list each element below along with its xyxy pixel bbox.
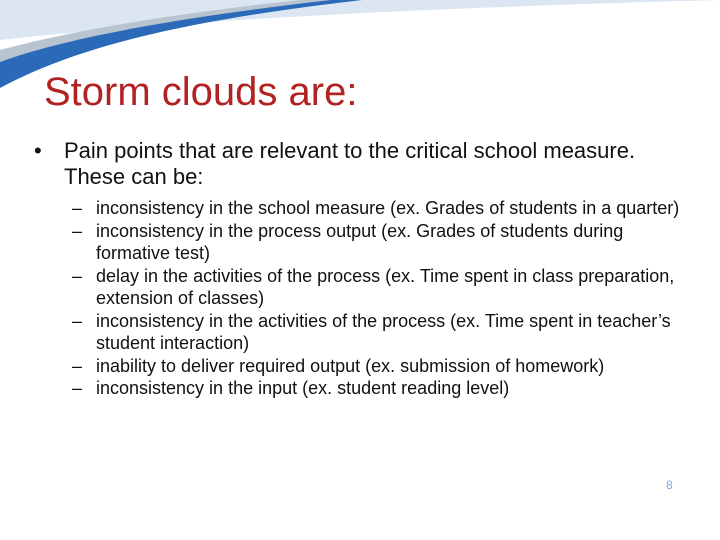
- sub-bullet-item: [72, 265, 692, 310]
- sub-bullet-marker: –: [72, 265, 83, 286]
- sub-bullet-text: inconsistency in the school measure (ex. Grades of students in a quarter): [96, 198, 680, 218]
- sub-bullet-text: inconsistency in the activities of the process (ex. Time spent in teacher’s student interaction): [96, 310, 671, 353]
- sub-bullet-item: [72, 377, 692, 400]
- sub-bullet-marker: –: [72, 310, 83, 331]
- sub-bullet-text: inability to deliver required output (ex. submission of homework): [96, 355, 605, 376]
- sub-bullet-marker: –: [72, 198, 83, 218]
- sub-bullet-text: inconsistency in the process output (ex. Grades of students during formative test): [96, 220, 624, 263]
- sub-bullet-text: delay in the activities of the process (ex. Time spent in class preparation, extension of classes): [96, 265, 675, 308]
- sub-bullet-item: [72, 197, 692, 220]
- sub-bullet-item: [72, 355, 692, 378]
- sub-bullet-list: [72, 197, 692, 400]
- sub-bullet-item: [72, 220, 692, 265]
- bullet-marker: •: [34, 138, 42, 163]
- sub-bullet-marker: –: [72, 220, 83, 241]
- slide-title: Storm clouds are:: [44, 70, 358, 114]
- sub-bullet-marker: –: [72, 355, 83, 376]
- sub-bullet-text: inconsistency in the input (ex. student reading level): [96, 378, 510, 398]
- sub-bullet-item: [72, 310, 692, 355]
- page-number: 8: [666, 478, 673, 492]
- main-bullet-text: Pain points that are relevant to the critical school measure. These can be:: [64, 138, 636, 189]
- sub-bullet-marker: –: [72, 378, 83, 398]
